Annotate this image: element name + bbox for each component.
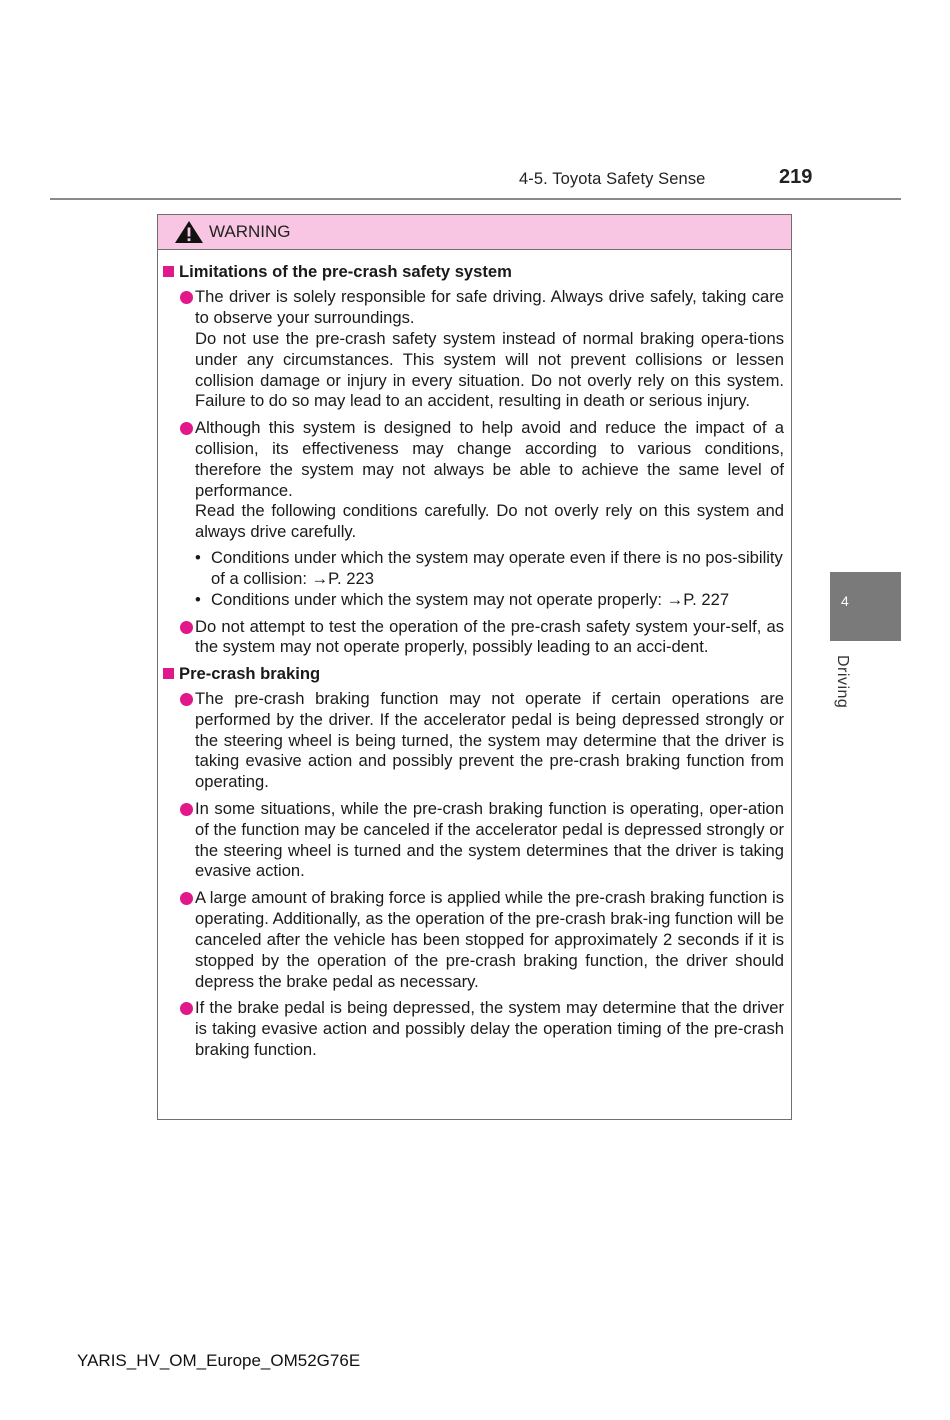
dot-bullet-icon: • [195, 548, 201, 568]
section-heading-text: Limitations of the pre-crash safety system [179, 262, 512, 281]
circle-bullet-icon [180, 1002, 193, 1015]
condition-item[interactable] [195, 548, 784, 590]
warning-paragraph: If the brake pedal is being depressed, the system may determine that the driver is taking evasive action and possibly delay the operation timing of the pre-crash braking function. [195, 997, 784, 1059]
dot-bullet-icon: • [195, 590, 201, 610]
circle-bullet-icon [180, 693, 193, 706]
circle-bullet-icon [180, 892, 193, 905]
section-heading [163, 262, 784, 283]
condition-text: Conditions under which the system may operate even if there is no pos-sibility of a collision: →P. 223 [211, 548, 783, 589]
document-id: YARIS_HV_OM_Europe_OM52G76E [77, 1351, 361, 1370]
warning-paragraph: The pre-crash braking function may not operate if certain operations are performed by the driver. If the accelerator pedal is being depressed strongly or the steering wheel is being turned, the system may determine that the driver is taking evasive action and possibly prevent the pre-crash braking function from operating. [195, 688, 784, 792]
warning-item [163, 418, 784, 611]
warning-title: WARNING [209, 222, 291, 241]
square-bullet-icon [163, 668, 174, 679]
header-divider [50, 198, 901, 200]
chapter-tab[interactable] [830, 572, 901, 641]
warning-item [163, 287, 784, 412]
warning-paragraph: In some situations, while the pre-crash braking function is operating, oper-ation of the function may be canceled if the accelerator pedal is depressed strongly or the steering wheel is turned and the system determines that the driver is taking evasive action. [195, 798, 784, 881]
circle-bullet-icon [180, 291, 193, 304]
warning-item [163, 888, 784, 993]
section-heading [163, 664, 784, 685]
warning-item [163, 799, 784, 883]
warning-paragraph: Do not use the pre-crash safety system instead of normal braking opera-tions under any circumstances. This system will not prevent collisions or lessen collision damage or injury in every situation. Do not overly rely on this system. Failure to do so may lead to an accident, resulting in death or serious injury. [195, 328, 784, 411]
warning-item [163, 689, 784, 794]
section-title: 4-5. Toyota Safety Sense [519, 170, 706, 188]
condition-item[interactable] [195, 590, 784, 611]
section-heading-text: Pre-crash braking [179, 663, 321, 683]
warning-item [163, 998, 784, 1061]
chapter-number: 4 [841, 593, 849, 609]
warning-paragraph: A large amount of braking force is applied while the pre-crash braking function is operating. Additionally, as the operation of the pre-crash brak-ing function will be canceled after the vehicle has been stopped for approximately 2 seconds if it is stopped by the operation of the pre-crash braking function, the driver should depress the brake pedal as necessary. [195, 887, 784, 991]
condition-text: Conditions under which the system may not operate properly: →P. 227 [211, 590, 730, 610]
chapter-label: Driving [834, 655, 851, 709]
circle-bullet-icon [180, 422, 193, 435]
square-bullet-icon [163, 266, 174, 277]
warning-header [158, 215, 791, 250]
warning-box [157, 214, 792, 1120]
warning-body [158, 250, 791, 1061]
warning-paragraph: Although this system is designed to help avoid and reduce the impact of a collision, its effectiveness may change according to various conditions, therefore the system may not always be able to achieve the same level of performance. [195, 417, 784, 500]
warning-paragraph: Do not attempt to test the operation of the pre-crash safety system your-self, as the system may not operate properly, possibly leading to an acci-dent. [195, 616, 784, 657]
circle-bullet-icon [180, 803, 193, 816]
warning-item [163, 617, 784, 659]
page-number: 219 [779, 166, 813, 188]
condition-list [195, 548, 784, 611]
warning-paragraph: Read the following conditions carefully. Do not overly rely on this system and always drive carefully. [195, 501, 784, 542]
circle-bullet-icon [180, 621, 193, 634]
warning-paragraph: The driver is solely responsible for safe driving. Always drive safely, taking care to observe your surroundings. [195, 286, 784, 327]
warning-triangle-icon [174, 220, 204, 244]
